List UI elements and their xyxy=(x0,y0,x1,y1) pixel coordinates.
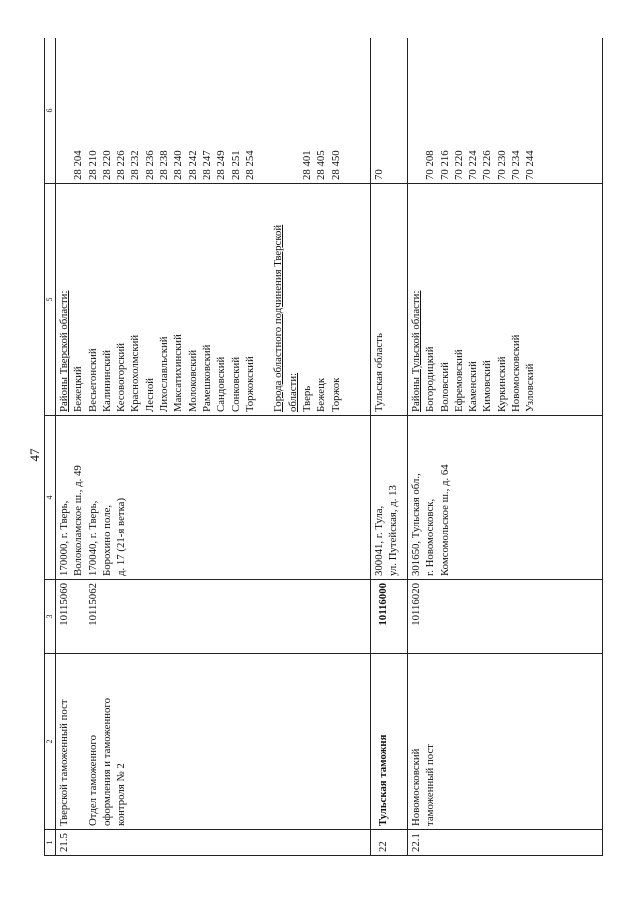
post-code: 10116000 xyxy=(377,583,389,626)
page-number: 47 xyxy=(27,448,42,462)
okato-code: 70 230 xyxy=(495,150,508,180)
region-name: Торжокский xyxy=(243,356,256,412)
okato-code: 28 240 xyxy=(172,150,185,180)
okato-code: 28 210 xyxy=(86,150,99,180)
region-name: Новомосковский xyxy=(510,334,523,412)
address-line: д. 17 (21-я ветка) xyxy=(115,497,128,576)
okato-code: 28 220 xyxy=(100,150,113,180)
okato-code: 28 450 xyxy=(329,150,342,180)
okato-code: 70 xyxy=(373,169,385,180)
okato-cell xyxy=(408,38,603,184)
okato-code: 28 232 xyxy=(129,150,142,180)
post-name-line: оформления и таможенного xyxy=(100,698,113,826)
address-line: г. Новомосковск, xyxy=(424,498,437,576)
address-line: 170040, г. Тверь, xyxy=(86,500,99,576)
city-name: Бежецк xyxy=(315,377,328,412)
okato-code: 28 249 xyxy=(215,150,228,180)
address-line: 300041, г. Тула, xyxy=(373,505,385,576)
address-line: Волоколамское ш., д. 49 xyxy=(72,465,85,576)
post-name-cell xyxy=(371,654,408,830)
okato-code: 70 220 xyxy=(452,150,465,180)
okato-code: 70 244 xyxy=(524,150,537,180)
okato-code: 28 251 xyxy=(229,150,242,180)
customs-name: Тульская таможня xyxy=(377,734,389,826)
region-name: Кесовогорский xyxy=(115,342,128,412)
okato-code: 28 236 xyxy=(143,150,156,180)
table-sheet xyxy=(44,38,604,856)
okato-code: 28 247 xyxy=(200,150,213,180)
header-cell: 3 xyxy=(45,580,56,654)
address-cell xyxy=(408,416,603,580)
region-name: Воловский xyxy=(438,362,451,412)
region-name: Тульская область xyxy=(373,333,385,412)
okato-code: 70 216 xyxy=(438,150,451,180)
rotated-table-container xyxy=(44,38,604,856)
okato-code: 28 405 xyxy=(315,150,328,180)
address-line: 301650, Тульская обл., xyxy=(410,473,422,576)
post-name-line: Отдел таможенного xyxy=(86,735,99,826)
customs-table xyxy=(44,38,603,856)
region-name: Весьегонский xyxy=(86,348,99,412)
header-cell: 2 xyxy=(45,654,56,830)
header-cell: 1 xyxy=(45,830,56,856)
table-row xyxy=(408,38,603,856)
address-cell xyxy=(56,416,371,580)
region-name: Молоковский xyxy=(186,349,199,412)
post-name-line: Тверской таможенный пост xyxy=(58,699,70,826)
header-cell: 6 xyxy=(45,38,56,184)
post-code: 10115062 xyxy=(86,583,99,626)
okato-cell xyxy=(371,38,408,184)
region-name: Калининский xyxy=(100,349,113,412)
table-row xyxy=(56,38,371,856)
address-line: Комсомольское ш., д. 64 xyxy=(438,464,451,576)
region-name: Лесной xyxy=(143,377,156,412)
okato-code: 28 254 xyxy=(243,150,256,180)
header-cell: 4 xyxy=(45,416,56,580)
code-cell xyxy=(408,580,603,654)
region-name: Бежецкий xyxy=(72,366,85,412)
region-cell xyxy=(408,184,603,416)
row-number: 22.1 xyxy=(408,830,603,856)
row-number: 21.5 xyxy=(56,830,371,856)
row-number: 22 xyxy=(371,830,408,856)
region-name: Куркинский xyxy=(495,356,508,412)
region-name: Ефремовский xyxy=(452,349,465,412)
address-line: Борохино поле, xyxy=(100,504,113,576)
region-heading: Районы Тверской области: xyxy=(58,290,70,412)
region-name: Богородицкий xyxy=(424,346,437,412)
okato-code: 28 242 xyxy=(186,150,199,180)
city-name: Торжок xyxy=(329,377,342,412)
post-name-line: контроля № 2 xyxy=(115,763,128,826)
code-cell xyxy=(371,580,408,654)
region-name: Лихославльский xyxy=(158,336,171,412)
region-name: Сандовский xyxy=(215,356,228,412)
region-name: Краснохолмский xyxy=(129,334,142,412)
city-name: Тверь xyxy=(301,385,314,412)
region-name: Каменский xyxy=(467,361,480,412)
city-heading: области: xyxy=(286,372,299,412)
okato-code: 28 401 xyxy=(301,150,314,180)
region-name: Кимовский xyxy=(481,360,494,412)
address-cell xyxy=(371,416,408,580)
header-row xyxy=(45,38,56,856)
region-name: Сонковский xyxy=(229,356,242,412)
post-name-line: Новомосковский xyxy=(410,748,422,826)
code-cell xyxy=(56,580,371,654)
okato-code: 28 238 xyxy=(158,150,171,180)
header-cell: 5 xyxy=(45,184,56,416)
region-name: Узловский xyxy=(524,363,537,412)
city-heading: Города областного подчинения Тверской xyxy=(272,224,285,412)
post-name-cell xyxy=(408,654,603,830)
address-line: 170000, г. Тверь, xyxy=(58,500,70,576)
region-cell xyxy=(56,184,371,416)
table-row xyxy=(371,38,408,856)
okato-cell xyxy=(56,38,371,184)
address-line: ул. Путейская, д. 13 xyxy=(387,485,400,576)
region-cell xyxy=(371,184,408,416)
okato-code: 70 226 xyxy=(481,150,494,180)
post-name-cell xyxy=(56,654,371,830)
okato-code: 28 204 xyxy=(72,150,85,180)
region-heading: Районы Тульской области: xyxy=(410,290,422,412)
okato-code: 70 224 xyxy=(467,150,480,180)
post-name-line: таможенный пост xyxy=(424,744,437,826)
region-name: Максатихинский xyxy=(172,334,185,412)
okato-code: 70 208 xyxy=(424,150,437,180)
post-code: 10115060 xyxy=(58,583,70,626)
okato-code: 70 234 xyxy=(510,150,523,180)
okato-code: 28 226 xyxy=(115,150,128,180)
region-name: Рамешковский xyxy=(200,344,213,412)
post-code: 10116020 xyxy=(410,583,422,626)
